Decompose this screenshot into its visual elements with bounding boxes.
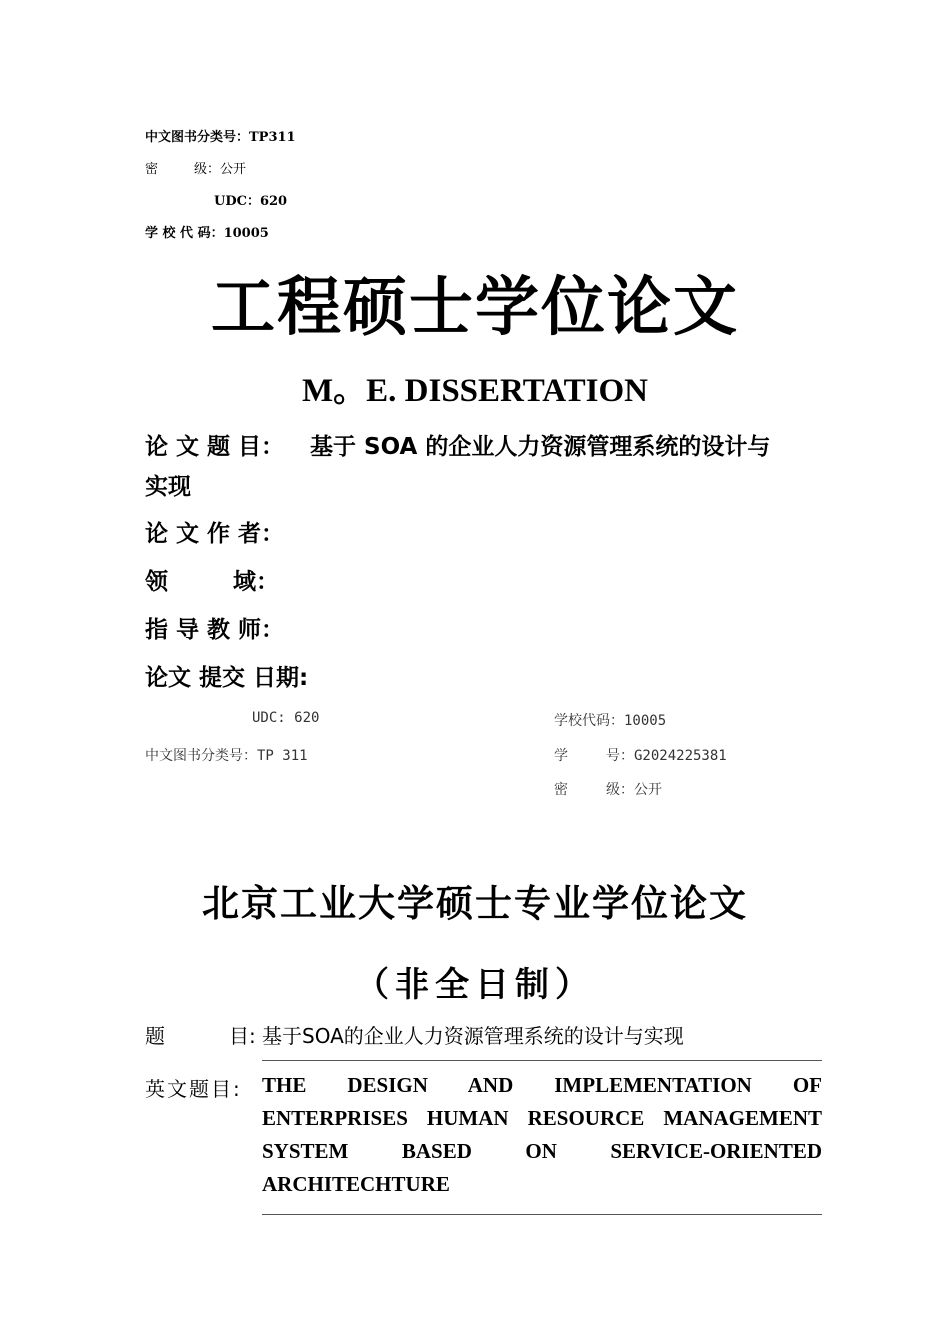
title-underline (262, 1060, 822, 1061)
submit-date-label: 论文 提交 日期: (145, 665, 309, 691)
student-number-label: 学 (554, 748, 568, 764)
school-code: 学 校 代 码：10005 (145, 226, 269, 241)
field-label-a: 领 (145, 569, 168, 595)
field-label-b: 域： (233, 569, 279, 595)
thesis-title-line2: 实现 (145, 474, 191, 500)
en-title-value: THE DESIGN AND IMPLEMENTATION OF ENTERPRISES HUMAN RESOURCE MANAGEMENT SYSTEM BASED ON SERVICE-ORIENTED ARCHITECHTURE (262, 1073, 822, 1196)
class-number-2: 中文图书分类号：TP 311 (145, 748, 308, 764)
secret-label-2: 密 (554, 782, 568, 798)
school-code-2: 学校代码：10005 (554, 713, 667, 729)
dissertation-title-en: M。E. DISSERTATION (301, 373, 649, 409)
advisor-label: 指 导 教 师： (145, 617, 285, 643)
title-label-b: 目: (229, 1024, 256, 1048)
udc-number-2: UDC: 620 (252, 710, 320, 726)
university-title: 北京工业大学硕士专业学位论文 (202, 881, 748, 925)
title-label-a: 题 (145, 1024, 165, 1048)
thesis-title-label: 论 文 题 目： (145, 434, 285, 460)
study-mode-subtitle: （非全日制） (355, 965, 595, 1005)
en-title-label: 英文题目: (145, 1077, 242, 1101)
class-number: 中文图书分类号：TP311 (145, 130, 296, 145)
thesis-title-line1: 基于 SOA 的企业人力资源管理系统的设计与 (310, 434, 771, 460)
student-number: 号：G2024225381 (606, 748, 727, 764)
secret-level: 级：公开 (194, 162, 247, 177)
en-title-underline (262, 1214, 822, 1215)
author-label: 论 文 作 者： (145, 521, 285, 547)
udc-number: UDC：620 (214, 194, 288, 209)
thesis-title-value: 基于SOA的企业人力资源管理系统的设计与实现 (262, 1024, 684, 1048)
secret-label: 密 (145, 162, 159, 177)
dissertation-title: 工程硕士学位论文 (211, 271, 739, 345)
secret-level-2: 级：公开 (606, 782, 662, 798)
